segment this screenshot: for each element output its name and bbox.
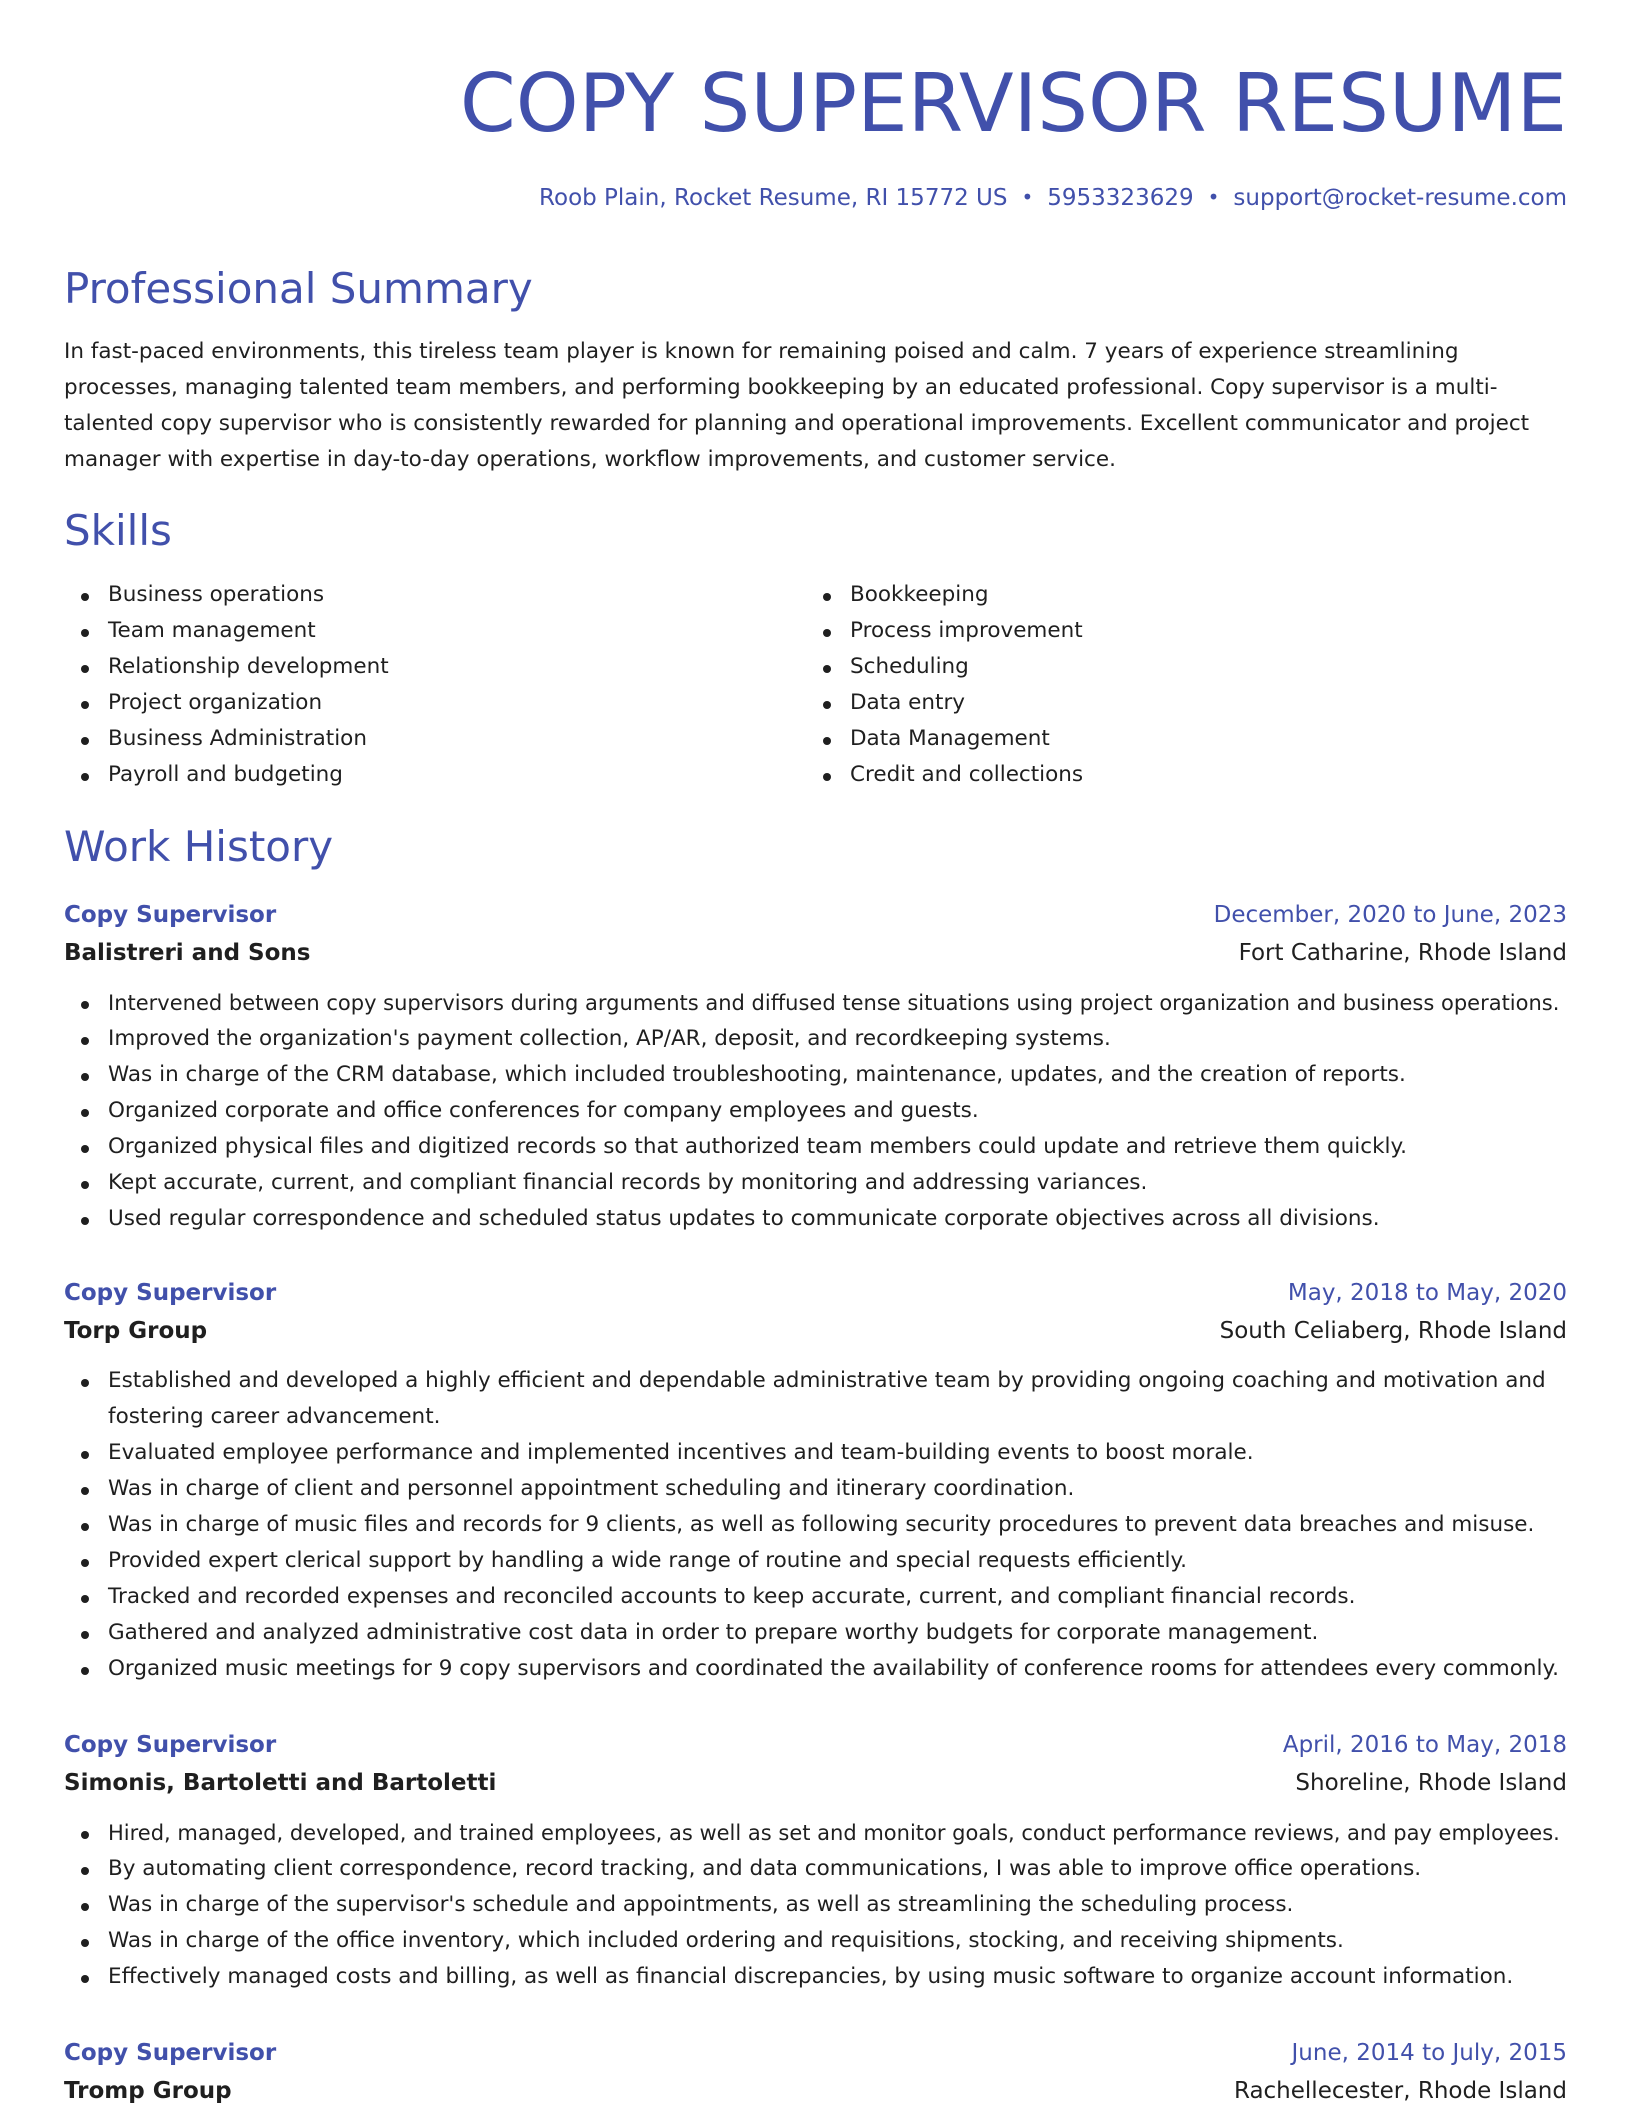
job-bullet: Improved the organization's payment collection, AP/AR, deposit, and recordkeeping systems. — [64, 1021, 1567, 1057]
job-location: Shoreline, Rhode Island — [1295, 1770, 1567, 1796]
skill-item: Relationship development — [64, 649, 806, 685]
job-bullet: Kept accurate, current, and compliant financial records by monitoring and addressing variances. — [64, 1165, 1567, 1201]
job-bullet: Organized corporate and office conferences for company employees and guests. — [64, 1093, 1567, 1129]
job-bullet: Gathered and analyzed administrative cost data in order to prepare worthy budgets for corporate management. — [64, 1615, 1567, 1651]
job-entry — [64, 1727, 1567, 1995]
skill-item: Business operations — [64, 577, 806, 613]
skills-list — [64, 577, 1567, 793]
job-company: Balistreri and Sons — [64, 940, 311, 966]
job-bullet: Was in charge of the office inventory, which included ordering and requisitions, stocking, and receiving shipments. — [64, 1923, 1567, 1959]
contact-separator: • — [1021, 185, 1034, 209]
contact-line — [539, 180, 1567, 215]
job-entry — [64, 2035, 1567, 2111]
job-bullet: Intervened between copy supervisors during arguments and diffused tense situations using project organization and business operations. — [64, 985, 1567, 1021]
job-bullet: Established and developed a highly efficient and dependable administrative team by providing ongoing coaching and motivation and fostering career advancement. — [64, 1363, 1567, 1435]
job-bullet: Used regular correspondence and scheduled status updates to communicate corporate objectives across all divisions. — [64, 1201, 1567, 1237]
job-title: Copy Supervisor — [64, 902, 277, 928]
job-bullet: Hired, managed, developed, and trained employees, as well as set and monitor goals, conduct performance reviews, and pay employees. — [64, 1815, 1567, 1851]
job-bullet: Organized music meetings for 9 copy supervisors and coordinated the availability of conference rooms for attendees every commonly. — [64, 1651, 1567, 1687]
job-company: Torp Group — [64, 1318, 208, 1344]
skills-heading: Skills — [64, 506, 172, 555]
contact-email: support@rocket-resume.com — [1233, 185, 1567, 211]
job-bullet: Tracked and recorded expenses and reconciled accounts to keep accurate, current, and compliant financial records. — [64, 1579, 1567, 1615]
job-bullet: Evaluated employee performance and implemented incentives and team-building events to boost morale. — [64, 1435, 1567, 1471]
contact-address: Roob Plain, Rocket Resume, RI 15772 US — [539, 185, 1008, 211]
skills-column-right — [806, 577, 1567, 793]
skill-item: Bookkeeping — [806, 577, 1567, 613]
job-title: Copy Supervisor — [64, 1732, 277, 1758]
skills-column-left — [64, 577, 806, 793]
skill-item: Scheduling — [806, 649, 1567, 685]
skill-item: Credit and collections — [806, 757, 1567, 793]
job-bullet: Was in charge of the CRM database, which included troubleshooting, maintenance, updates, and the creation of reports. — [64, 1057, 1567, 1093]
job-title: Copy Supervisor — [64, 1280, 277, 1306]
job-bullet: Was in charge of client and personnel appointment scheduling and itinerary coordination. — [64, 1471, 1567, 1507]
skill-item: Payroll and budgeting — [64, 757, 806, 793]
job-dates: June, 2014 to July, 2015 — [1291, 2040, 1567, 2066]
job-title: Copy Supervisor — [64, 2040, 277, 2066]
contact-phone: 5953323629 — [1047, 185, 1194, 211]
work-history-heading: Work History — [64, 822, 334, 871]
skill-item: Data Management — [806, 721, 1567, 757]
job-entry — [64, 1275, 1567, 1687]
job-bullets — [64, 1363, 1567, 1687]
job-entry — [64, 897, 1567, 1237]
job-location: Rachellecester, Rhode Island — [1233, 2078, 1567, 2104]
job-bullet: Organized physical files and digitized records so that authorized team members could update and retrieve them quickly. — [64, 1129, 1567, 1165]
resume-title: COPY SUPERVISOR RESUME — [459, 57, 1567, 150]
job-bullet: Was in charge of music files and records for 9 clients, as well as following security procedures to prevent data breaches and misuse. — [64, 1507, 1567, 1543]
summary-heading: Professional Summary — [64, 264, 533, 313]
job-dates: April, 2016 to May, 2018 — [1282, 1732, 1567, 1758]
contact-separator: • — [1207, 185, 1220, 209]
job-location: Fort Catharine, Rhode Island — [1238, 940, 1567, 966]
job-bullet: Effectively managed costs and billing, as well as financial discrepancies, by using music software to organize account information. — [64, 1959, 1567, 1995]
skill-item: Data entry — [806, 685, 1567, 721]
skill-item: Project organization — [64, 685, 806, 721]
job-location: South Celiaberg, Rhode Island — [1219, 1318, 1567, 1344]
job-bullet: Was in charge of the supervisor's schedule and appointments, as well as streamlining the scheduling process. — [64, 1887, 1567, 1923]
job-company: Tromp Group — [64, 2078, 232, 2104]
summary-text: In fast-paced environments, this tireless team player is known for remaining poised and calm. 7 years of experience streamlining processes, managing talented team members, and performing bookkeeping by an educated professional. Copy supervisor is a multi-talented copy supervisor who is consistently rewarded for planning and operational improvements. Excellent communicator and project manager with expertise in day-to-day operations, workflow improvements, and customer service. — [64, 339, 1530, 472]
job-dates: May, 2018 to May, 2020 — [1287, 1280, 1567, 1306]
skill-item: Team management — [64, 613, 806, 649]
job-bullet: By automating client correspondence, record tracking, and data communications, I was able to improve office operations. — [64, 1851, 1567, 1887]
job-bullets — [64, 1815, 1567, 1995]
skill-item: Process improvement — [806, 613, 1567, 649]
job-bullets — [64, 985, 1567, 1237]
skill-item: Business Administration — [64, 721, 806, 757]
job-dates: December, 2020 to June, 2023 — [1213, 902, 1567, 928]
job-company: Simonis, Bartoletti and Bartoletti — [64, 1770, 497, 1796]
job-bullet: Provided expert clerical support by handling a wide range of routine and special requests efficiently. — [64, 1543, 1567, 1579]
